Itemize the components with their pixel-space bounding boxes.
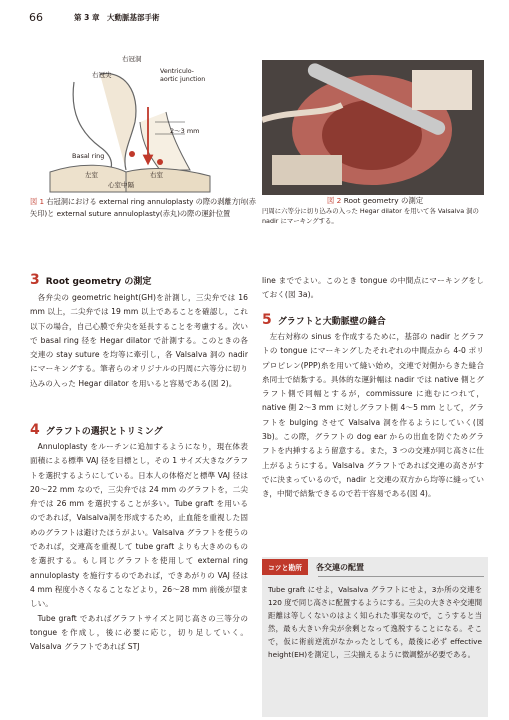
section-4-title: グラフトの選択とトリミング (45, 426, 163, 437)
section-5-number: 5 (262, 312, 272, 328)
section-5-body (262, 330, 484, 502)
figure-2-caption-title: Root geometry の測定 (343, 196, 424, 205)
section-3 (30, 272, 248, 391)
section-3-number: 3 (30, 272, 40, 288)
surgical-photo (262, 60, 484, 195)
section-3-body (30, 291, 248, 391)
section-4-heading (30, 422, 248, 438)
figure-2-caption-label: 図 2 (326, 196, 342, 205)
section-3-paragraph: 各弁尖の geometric height(GH)を計測し，三尖弁では 16 mm 以上，二尖弁では 19 mm 以上であることを確認し，これ以下の場合，自己心膜で弁尖を延長することを考慮する。次いで basal ring 径を Hegar dilator で計測する。このときの各交連の stay suture を均等に牽引し，各 Valsalva 洞の nadir にマーキングする。筆者らのオリジナルの円周に六等分に切り込みの入った Hegar dilator を用いると容易である(図 2)。 (30, 293, 248, 388)
section-5-heading (262, 312, 484, 328)
page-number: 66 (29, 11, 43, 24)
chapter-title: 第 3 章 大動脈基部手術 (74, 13, 160, 22)
figure-1-caption (30, 196, 260, 219)
tip-body: Tube graft にせよ，Valsalva グラフトにせよ，3か所の交連を 120 度で同じ高さに配置するようにする。三尖の大きさや交連間距離は等しくないのはよく知られた事実なので，こうすると当然，最も大きい弁尖が余剰となって逸脱することになる。そこで，仮に術前逆流がなかったとしても，最後に必ず effective height(EH)を測定し，三尖揃えるように微調整が必要である。 (268, 585, 482, 659)
section-4 (30, 422, 248, 654)
figure-1-drawing (30, 52, 245, 200)
label-basal-ring: Basal ring (72, 152, 105, 160)
section-5-paragraph: 左右対称の sinus を作成するために，基部の nadir とグラフトの tongue にマーキングしたそれぞれの中間点から 4-0 ポリプロピレン(PPP)糸を用いて縫い始め，交連で対側からきた縫合糸同士で結紮する。具体的な運針幅は nadir では native 側とグラフト側で同幅とするが，commissure に進むにつれて，native 側 2〜3 mm に対しグラフト側 4〜5 mm として，グラフトを bulging させて Valsalva 洞を作るようにしていく(図 3b)。この際，グラフトの dog ear からの出血を防ぐためグラフトを内挿するよう留意する。また，3 つの交連が同じ高さに仕上がるようにする。Valsalva グラフトであれば交連の高さがすでに決まっているので，nadir と交連の双方から均等に縫っていき，中間で結紮できるので若干容易である(図 4)。 (262, 332, 484, 499)
label-rv: 右室 (150, 171, 163, 179)
section-5-title: グラフトと大動脈壁の縫合 (277, 316, 386, 327)
section-3-heading (30, 272, 248, 288)
label-lv: 左室 (85, 171, 98, 179)
label-vaj: Ventriculo- aortic junction (160, 68, 206, 83)
section-4-paragraph-1: Annuloplasty をルーチンに追加するようになり，現在体表面積による標準 VAJ 径を目標とし，その 1 サイズ大きなグラフトを選択するようにしている。日本人の体格だと標準 VAJ 径は 20〜22 mm なので，三尖弁では 24 mm のグラフトを，二尖弁では 26 mm を選択することが多い。Tube graft を用いるのであれば，Valsalva洞を形成するため，止血能を重視した固めのグラフトは避けたほうがよい。Valsalva グラフトを使うのであれば，交連高を重視して tube graft よりも大きめのものを選択する。もし同じグラフトを使用して external ring annuloplasty を施行するのであれば，できあがりの VAJ 径は 4 mm 程度小さくなることなどより，26〜28 mm 前後が望ましい。 (30, 442, 248, 609)
tip-title: 各交連の配置 (315, 562, 364, 572)
tip-badge: コツと勘所 (262, 559, 308, 575)
label-septum: 心室中隔 (108, 181, 134, 189)
section-4-number: 4 (30, 422, 40, 438)
figure-1 (30, 52, 245, 200)
figure-2-photo (262, 60, 484, 195)
tip-header (262, 557, 488, 577)
figure-1-caption-text: 右冠洞における external ring annuloplasty の際の剥離方向(赤矢印)と external suture annuloplasty(赤丸)の際の運針位置 (30, 197, 256, 218)
tip-divider (318, 576, 484, 577)
label-dimension: 2〜3 mm (170, 127, 200, 135)
label-noncoronary-cusp: 右冠尖 (92, 71, 112, 79)
figure-2-caption (262, 196, 488, 226)
figure-2-caption-text: 円周に六等分に切り込みの入った Hegar dilator を用いて各 Valsalva 洞の nadir にマーキングする。 (262, 207, 479, 225)
section-3-title: Root geometry の測定 (45, 276, 152, 287)
right-column-intro: line まででよい。このとき tongue の中間点にマーキングをしておく(図 3a)。 (262, 276, 484, 300)
label-right-coronary-cusp: 右冠洞 (122, 55, 142, 63)
tip-box (262, 557, 488, 717)
section-4-body (30, 440, 248, 654)
figure-1-caption-label: 図 1 (30, 197, 45, 206)
section-5 (262, 312, 484, 502)
section-4-paragraph-2: Tube graft であればグラフトサイズと同じ高さの三等分の tongue を作成し，後に必要に応じ，切り足していく。Valsalva グラフトであれば STJ (30, 613, 248, 652)
